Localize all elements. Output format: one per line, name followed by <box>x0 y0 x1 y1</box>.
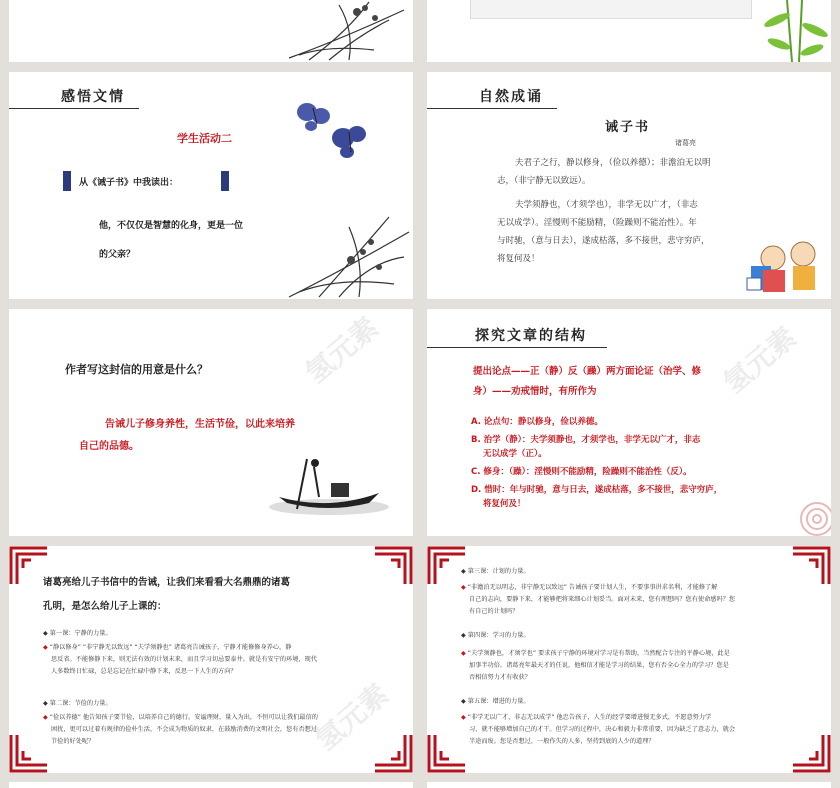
heading-line-1: 诸葛亮给儿子书信中的告诫，让我们来看看大名鼎鼎的诸葛 <box>43 577 291 588</box>
watermark: 氢元素 <box>299 310 385 390</box>
lesson-text: ◆ “非学无以广才，非志无以成学” 他忠告孩子，人生的经学要增进慢无多式，不愿意努力学 习，就不能够增加自己的才干。但学习的过程中，决心和毅力非常重要，因为缺乏了意志力，就会 半途而废。您是否想过，一般作失的人多，坚持到底的人少的道理？ <box>461 714 736 745</box>
slide-bottom-right[interactable] <box>427 782 831 788</box>
lesson-text: ◆ “非澹泊无以明志，非宁静无以致远” 告诫孩子要计划人生，不要事事讲求名利，才能修了解 自己的志向，要静下来，才能够把将来细心计划妥当。面对未来，您有理想吗？您有使命感吗？您 有自己的计划吗？ <box>461 584 736 615</box>
slide-recite[interactable] <box>427 72 831 299</box>
slide-lessons-1[interactable] <box>9 546 413 773</box>
corner-ornament-icon <box>373 733 413 773</box>
slide-structure[interactable] <box>427 309 831 536</box>
poem-author: 诸葛亮 <box>675 139 696 147</box>
bamboo-decoration <box>757 0 831 62</box>
slide-title: 感悟文情 <box>61 89 125 105</box>
structure-item-cont: 将复何及！ <box>483 499 526 509</box>
slide-top-right[interactable] <box>427 0 831 62</box>
poem-line: 志，（非宁静无以致远）。 <box>497 176 591 186</box>
title-underline <box>427 347 607 348</box>
poem-line: 无以成学）。淫慢则不能励精，（险躁则不能治性）。年 <box>497 218 697 228</box>
corner-ornament-icon <box>373 546 413 586</box>
structure-item: B. 治学（静）：夫学须静也，才须学也，非学无以广才，非志 <box>471 435 701 445</box>
poem-title: 诫子书 <box>605 120 651 135</box>
corner-ornament-icon <box>791 546 831 586</box>
title-underline <box>427 108 557 109</box>
poem-line: 与时驰，（意与日去），遂成枯落，多不接世，悲守穷庐， <box>497 236 710 246</box>
lesson-text: ◆ “静以修身” “非宁静无以致远” “夫学须静也” 诸葛亮告诫孩子，宁静才能修修身养心，静 思反省。不能修静下来，则无法有效的计划未来，而且学习切忌要泰井。就是有安宁的环境，现代 人多数终日忙碌，总是忘记在忙碌中静下来，反思一下人生的方向？ <box>43 644 318 675</box>
body-line-2: 的父亲？ <box>99 250 136 260</box>
structure-item-cont: 无以成学（正）。 <box>483 449 547 459</box>
activity-label: 学生活动二 <box>177 132 232 145</box>
butterflies-decoration <box>293 100 373 165</box>
cloud-pattern-decoration <box>787 489 831 536</box>
slide-bottom-left[interactable] <box>9 782 413 788</box>
slide-top-left[interactable] <box>9 0 413 62</box>
watermark: 氢元素 <box>717 320 803 400</box>
children-reading-illustration <box>745 238 831 299</box>
lesson-title: ◆ 第三课：计划的力量。 <box>461 568 530 575</box>
slide-feeling[interactable] <box>9 72 413 299</box>
slide-lessons-2[interactable] <box>427 546 831 773</box>
body-line-1: 他，不仅仅是智慧的化身，更是一位 <box>99 221 244 231</box>
intro-line-2: 身）——劝戒惜时，有所作为 <box>473 386 597 397</box>
lesson-title: ◆ 第四课：学习的力量。 <box>461 632 530 639</box>
poem-line: 夫学须静也，（才须学也），非学无以广才，（非志 <box>515 200 698 210</box>
lesson-text: ◆ “夫学须静也，才须学也” 要求孩子宁静的环境对学习是有帮助，当然配合专注的平静心境，此是 加事半功倍。诸葛亮年最天才的任说，他相信才能是学习的结果，您有否全心全力的学习？您是 否相信努力才有收获？ <box>461 650 730 681</box>
poem-line: 将复何及！ <box>497 254 540 264</box>
lesson-title: ◆ 第五课：增进的力量。 <box>461 698 530 705</box>
bracket-right <box>221 171 229 191</box>
lesson-title: ◆ 第二课：节俭的力量。 <box>43 700 112 707</box>
boat-ink-illustration <box>259 449 389 519</box>
title-underline <box>9 108 139 109</box>
heading-line-2: 孔明，是怎么给儿子上课的： <box>43 601 167 612</box>
slide-purpose[interactable] <box>9 309 413 536</box>
watermark: 氢元素 <box>309 677 395 757</box>
lesson-text: ◆ “俭以养德” 他告知孩子要节俭，以培养自己的德行。安谧理财，量入为出，不恒可以让我们最信的 困扰，更可以过着有规律的俭朴生活，不会成为物质的奴隶，在鼓励消费的文明社会，您有否想过 节俭的好处呢？ <box>43 714 318 745</box>
structure-item: C. 修身：（躁）：淫慢则不能励精，险躁则不能治性（反）。 <box>471 467 692 477</box>
prompt-text: 从《诫子书》中我读出： <box>79 178 179 188</box>
corner-ornament-icon <box>791 733 831 773</box>
bracket-left <box>63 171 71 191</box>
orchid-ink-decoration <box>279 212 413 299</box>
structure-item: A. 论点句：静以修身，俭以养德。 <box>471 417 603 427</box>
lesson-title: ◆ 第一课：宁静的力量。 <box>43 630 112 637</box>
slide-title: 探究文章的结构 <box>475 328 587 344</box>
intro-line-1: 提出论点——正（静）反（躁）两方面论证（治学、修 <box>473 366 702 377</box>
orchid-ink-decoration <box>279 0 409 62</box>
structure-item: D. 惜时：年与时驰，意与日去，遂成枯落，多不接世，悲守穷庐， <box>471 485 723 495</box>
answer-line-2: 自己的品德。 <box>79 441 139 452</box>
answer-line-1: 告诫儿子修身养性，生活节俭，以此来培养 <box>105 419 295 430</box>
grey-box <box>470 0 752 19</box>
slide-title: 自然成诵 <box>479 89 543 105</box>
question-text: 作者写这封信的用意是什么？ <box>65 363 208 376</box>
poem-line: 夫君子之行，静以修身，（俭以养德）；非澹泊无以明 <box>515 158 711 168</box>
